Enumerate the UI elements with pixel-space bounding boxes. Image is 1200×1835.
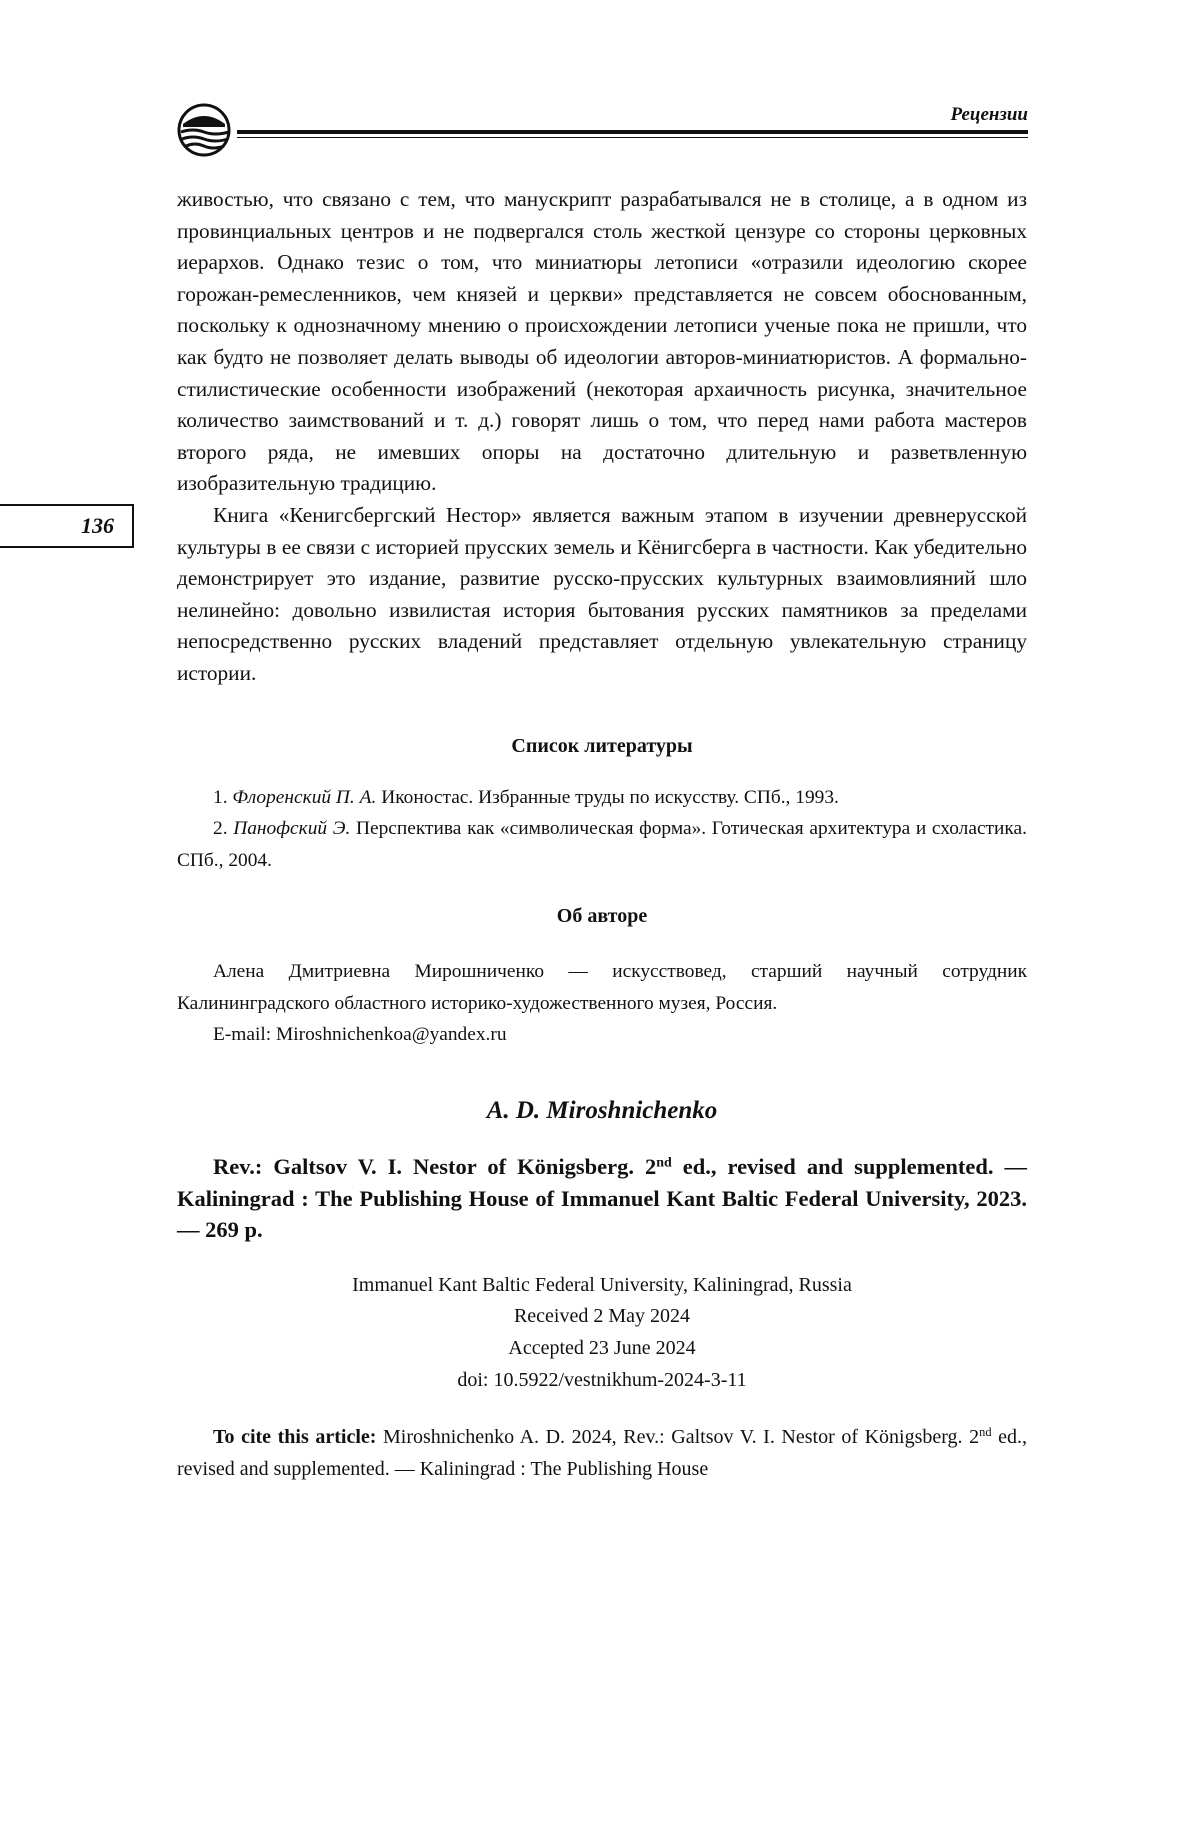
english-author-name: A. D. Miroshnichenko	[486, 1097, 718, 1125]
header-rule-thick	[237, 130, 1028, 134]
page-content	[177, 184, 1027, 1485]
journal-logo-icon	[175, 102, 235, 158]
running-header	[175, 100, 1028, 160]
reference-number: 2.	[213, 818, 228, 840]
affiliation: Immanuel Kant Baltic Federal University, Kaliningrad, Russia	[352, 1273, 852, 1296]
reference-author: Панофский Э.	[233, 818, 351, 840]
page-number: 136	[0, 504, 134, 548]
citation-label: To cite this article:	[213, 1426, 377, 1449]
doi: doi: 10.5922/vestnikhum-2024-3-11	[457, 1368, 747, 1391]
about-author	[177, 956, 1027, 1051]
received-date: Received 2 May 2024	[513, 1305, 691, 1328]
reference-text: Иконостас. Избранные труды по искусству. СПб., 1993.	[381, 786, 839, 808]
reference-text: Перспектива как «символическая форма». Готическая архитектура и схоластика. СПб., 2004.	[177, 818, 1027, 871]
section-label: Рецензии	[950, 104, 1028, 125]
about-author-heading: Об авторе	[556, 905, 648, 928]
reference-author: Флоренский П. А.	[232, 786, 377, 808]
reference-item	[177, 813, 1027, 876]
body-paragraph-1: живостью, что связано с тем, что манускрипт разрабатывался не в столице, а в одном из провинциальных центров и не подвергался столь жесткой цензуре со стороны церковных иерархов. Однако тезис о том, что миниатюры летописи «отразили идеологию скорее горожан-ремесленников, чем князей и церкви» представляется не совсем обоснованным, поскольку к однозначному мнению о происхождении летописи ученые пока не пришли, что как будто не позволяет делать выводы об идеологии авторов-миниатюристов. А формально-стилистические особенности изображений (некоторая архаичность рисунка, значительное количество заимствований и т. д.) говорят лишь о том, что перед нами работа мастеров второго ряда, не имевших опоры на достаточно длительную и разветвленную изобразительную традицию.	[177, 187, 1027, 496]
body-paragraph-2: Книга «Кенигсбергский Нестор» является важным этапом в изучении древнерусской культуры в ее связи с историей прусских земель и Кёнигсберга в частности. Как убедительно демонстрирует это издание, развитие русско-прусских культурных взаимовлияний шло нелинейно: довольно извилистая история бытования русских памятников за пределами непосредственно русских владений представляет отдельную увлекательную страницу истории.	[177, 502, 1027, 685]
references-list	[177, 782, 1027, 877]
article-meta	[177, 1270, 1027, 1396]
reference-item	[177, 782, 1027, 814]
citation: To cite this article: Miroshnichenko A. D. 2024, Rev.: Galtsov V. I. Nestor of Königsberg. 2nd ed., revised and supplemented. — Kaliningrad : The Publishing House	[177, 1425, 1027, 1480]
author-bio: Алена Дмитриевна Мирошниченко — искусствовед, старший научный сотрудник Калининградского областного историко-художественного музея, Россия.	[177, 961, 1027, 1014]
header-rule-thin	[237, 137, 1028, 138]
accepted-date: Accepted 23 June 2024	[508, 1337, 696, 1360]
author-email: E-mail: Miroshnichenkoa@yandex.ru	[213, 1024, 507, 1046]
references-heading: Список литературы	[511, 734, 693, 757]
reference-number: 1.	[213, 786, 228, 808]
english-title: Rev.: Galtsov V. I. Nestor of Königsberg. 2nd ed., revised and supplemented. — Kaliningrad : The Publishing House of Immanuel Kant Baltic Federal University, 2023. — 269 p.	[177, 1154, 1027, 1243]
